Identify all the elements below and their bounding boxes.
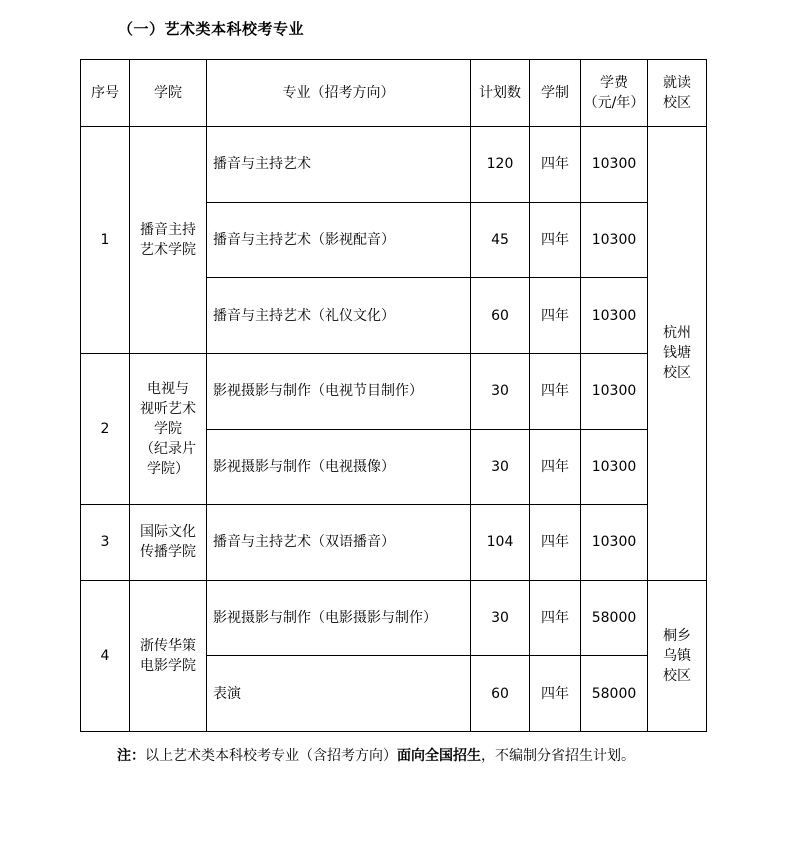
enrollment-plan-table [80,59,707,732]
duration-cell: 四年 [530,505,581,581]
college-name: 国际文化 传播学院 [130,505,207,581]
duration-cell: 四年 [530,429,581,505]
group-index: 2 [81,353,130,504]
major-cell: 播音与主持艺术（双语播音） [207,505,471,581]
major-cell: 播音与主持艺术 [207,127,471,203]
duration-cell: 四年 [530,278,581,354]
plan-cell: 30 [471,580,530,656]
fee-cell: 10300 [581,278,648,354]
duration-cell: 四年 [530,202,581,278]
duration-cell: 四年 [530,580,581,656]
fee-cell: 58000 [581,580,648,656]
campus-cell: 桐乡 乌镇 校区 [648,580,707,731]
fee-cell: 10300 [581,353,648,429]
header-duration: 学制 [530,60,581,127]
footnote-emphasis: 面向全国招生 [397,748,481,764]
table-row [81,505,707,581]
duration-cell: 四年 [530,656,581,732]
plan-cell: 30 [471,429,530,505]
major-cell: 表演 [207,656,471,732]
header-fee-unit: （元/年） [583,95,645,111]
fee-cell: 58000 [581,656,648,732]
duration-cell: 四年 [530,353,581,429]
major-cell: 播音与主持艺术（影视配音） [207,202,471,278]
fee-cell: 10300 [581,127,648,203]
footnote-prefix: 注： [117,748,145,764]
header-fee-line: 学费 [600,75,628,91]
table-row [81,127,707,203]
group-index: 3 [81,505,130,581]
footnote-text-end: ，不编制分省招生计划。 [481,748,635,764]
section-heading: （一）艺术类本科校考专业 [118,20,305,38]
college-name: 播音主持 艺术学院 [130,127,207,354]
fee-cell: 10300 [581,505,648,581]
header-fee [581,60,648,127]
table-row [81,353,707,429]
campus-cell: 杭州 钱塘 校区 [648,127,707,581]
group-index: 1 [81,127,130,354]
major-cell: 播音与主持艺术（礼仪文化） [207,278,471,354]
group-index: 4 [81,580,130,731]
major-cell: 影视摄影与制作（电视节目制作） [207,353,471,429]
major-cell: 影视摄影与制作（电影摄影与制作） [207,580,471,656]
plan-cell: 104 [471,505,530,581]
college-name: 浙传华策 电影学院 [130,580,207,731]
plan-cell: 60 [471,278,530,354]
major-cell: 影视摄影与制作（电视摄像） [207,429,471,505]
table-row [81,580,707,656]
header-plan: 计划数 [471,60,530,127]
table-header-row [81,60,707,127]
plan-cell: 120 [471,127,530,203]
header-campus-line: 就读 [663,75,691,91]
header-college: 学院 [130,60,207,127]
plan-cell: 30 [471,353,530,429]
header-major: 专业（招考方向） [207,60,471,127]
fee-cell: 10300 [581,202,648,278]
header-campus-line: 校区 [663,95,691,111]
header-index: 序号 [81,60,130,127]
college-name: 电视与 视听艺术 学院 （纪录片 学院） [130,353,207,504]
plan-cell: 60 [471,656,530,732]
fee-cell: 10300 [581,429,648,505]
plan-cell: 45 [471,202,530,278]
header-campus [648,60,707,127]
footnote [117,745,635,765]
duration-cell: 四年 [530,127,581,203]
footnote-text: 以上艺术类本科校考专业（含招考方向） [145,748,397,764]
